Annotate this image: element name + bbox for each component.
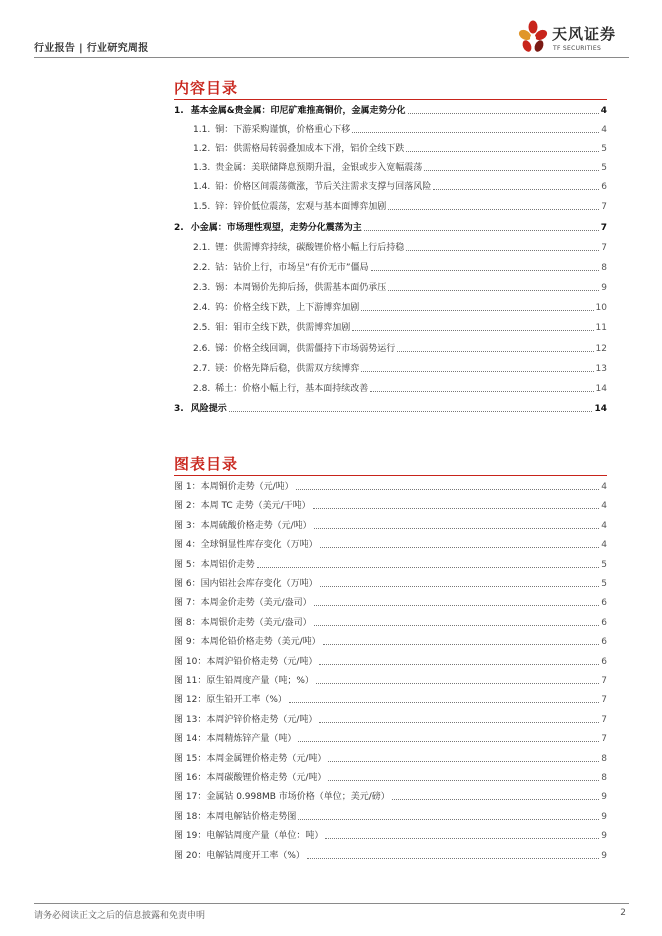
toc-entry-number: 2.2. [193, 263, 211, 273]
toc-entry-title: 铝：供需格局转弱叠加成本下滑，铝价全线下跌 [215, 144, 405, 154]
toc-entry-number: 1.4. [193, 182, 211, 192]
figure-entry-title: 本周金属锂价格走势（元/吨） [206, 754, 327, 764]
toc-entry[interactable] [193, 280, 607, 294]
report-type-label: 行业报告 | 行业研究周报 [34, 43, 149, 54]
toc-entry-title: 镁：价格先降后稳，供需双方续博弈 [215, 364, 360, 374]
figure-entry[interactable] [174, 498, 607, 512]
toc-entry-title: 铜：下游采购谨慎，价格重心下移 [215, 125, 351, 135]
dot-leader [319, 664, 599, 665]
figure-entry-number: 图 13： [174, 715, 207, 725]
logo-text-cn: 天风证券 [552, 25, 617, 43]
toc-entry-number: 2. [174, 223, 184, 233]
figure-entry-title: 本周沪锌价格走势（元/吨） [206, 715, 318, 725]
toc-entry[interactable] [193, 361, 607, 375]
toc-entry-number: 2.1. [193, 243, 211, 253]
figure-entry-page: 9 [601, 792, 607, 802]
dot-leader [296, 489, 600, 490]
toc-entry-page: 5 [601, 163, 607, 173]
figure-entry-number: 图 2： [174, 501, 201, 511]
dot-leader [406, 250, 599, 251]
toc-entry-title: 稀土：价格小幅上行，基本面持续改善 [215, 384, 369, 394]
toc-entry-page: 9 [601, 283, 607, 293]
figure-entry-title: 本周沪铅价格走势（元/吨） [206, 657, 318, 667]
toc-entry-number: 1.2. [193, 144, 211, 154]
figures-title-rule [174, 475, 607, 476]
figure-entry-title: 本周碳酸锂价格走势（元/吨） [206, 773, 327, 783]
dot-leader [307, 858, 599, 859]
toc-entry[interactable] [193, 381, 607, 395]
figure-entry-title: 原生铅周度产量（吨；%） [206, 676, 314, 686]
dot-leader [314, 528, 600, 529]
toc-entry-number: 2.4. [193, 303, 211, 313]
figure-entry-number: 图 1： [174, 482, 201, 492]
figure-entry-title: 本周铝价走势 [200, 560, 255, 570]
figure-entry-number: 图 4： [174, 540, 201, 550]
figure-entry-number: 图 8： [174, 618, 201, 628]
toc-entry-page: 14 [595, 384, 607, 394]
dot-leader [323, 644, 600, 645]
dot-leader [289, 702, 599, 703]
toc-entry-title: 锡：本周锡价先抑后扬，供需基本面仍承压 [215, 283, 387, 293]
dot-leader [320, 586, 600, 587]
toc-entry-title: 贵金属：美联储降息预期升温，金银或步入宽幅震荡 [215, 163, 423, 173]
figure-entry[interactable] [174, 731, 607, 745]
dot-leader [361, 310, 593, 311]
toc-entry-page: 12 [595, 344, 607, 354]
figure-entry-page: 6 [601, 618, 607, 628]
figure-entry-page: 4 [601, 482, 607, 492]
figure-entry-number: 图 5： [174, 560, 201, 570]
dot-leader [314, 605, 600, 606]
figure-entry-page: 4 [601, 501, 607, 511]
toc-entry-title: 锌：锌价低位震荡，宏观与基本面博弈加剧 [215, 202, 387, 212]
toc-entry-number: 2.8. [193, 384, 211, 394]
figure-entry-title: 本周硫酸价格走势（元/吨） [200, 521, 312, 531]
toc-entry-page: 11 [595, 323, 607, 333]
toc-entry-title: 铅：价格区间震荡微涨，节后关注需求支撑与回落风险 [215, 182, 432, 192]
dot-leader [298, 819, 599, 820]
figure-entry-title: 原生铅开工率（%） [206, 695, 287, 705]
toc-entry-page: 6 [601, 182, 607, 192]
figure-entry-title: 电解钴周度开工率（%） [206, 851, 305, 861]
figure-entry[interactable] [174, 770, 607, 784]
dot-leader [406, 151, 599, 152]
toc-title-rule [174, 99, 607, 100]
figure-entry-title: 本周伦铅价格走势（美元/吨） [200, 637, 321, 647]
figure-entry-page: 6 [601, 598, 607, 608]
toc-entry[interactable] [193, 179, 607, 193]
figure-entry-title: 本周电解钴价格走势图 [206, 812, 297, 822]
toc-entry-page: 13 [595, 364, 607, 374]
figure-entry-title: 电解钴周度产量（单位：吨） [206, 831, 324, 841]
dot-leader [320, 547, 600, 548]
dot-leader [352, 132, 599, 133]
figure-entry-page: 9 [601, 851, 607, 861]
figure-entry-number: 图 15： [174, 754, 207, 764]
toc-entry-number: 3. [174, 404, 184, 414]
dot-leader [388, 209, 599, 210]
dot-leader [313, 508, 600, 509]
figure-entry-page: 4 [601, 540, 607, 550]
figure-entry-number: 图 17： [174, 792, 207, 802]
figures-title: 图表目录 [174, 455, 239, 473]
figure-entry-title: 金属钴 0.998MB 市场价格（单位；美元/磅） [206, 792, 390, 802]
logo-text-en: TF SECURITIES [553, 45, 602, 52]
dot-leader [361, 371, 593, 372]
toc-entry-number: 2.7. [193, 364, 211, 374]
figure-entry[interactable] [174, 692, 607, 706]
tf-securities-logo [516, 20, 630, 56]
toc-entry-title: 基本金属&贵金属：印尼矿难推高铜价，金属走势分化 [190, 106, 406, 116]
figure-entry-title: 全球铜显性库存变化（万吨） [200, 540, 318, 550]
figure-entry-page: 5 [601, 579, 607, 589]
figure-entry[interactable] [174, 809, 607, 823]
toc-entry[interactable] [193, 320, 607, 334]
toc-entry-page: 7 [601, 202, 607, 212]
toc-entry[interactable] [193, 341, 607, 355]
figure-entry-number: 图 16： [174, 773, 207, 783]
dot-leader [364, 230, 599, 231]
toc-entry-title: 风险提示 [190, 404, 227, 414]
toc-entry[interactable] [193, 141, 607, 155]
toc-entry-number: 2.5. [193, 323, 211, 333]
figure-entry[interactable] [174, 576, 607, 590]
figure-entry-title: 国内铝社会库存变化（万吨） [200, 579, 318, 589]
figure-entry[interactable] [174, 557, 607, 571]
toc-entry-title: 钼：钼市全线下跌，供需博弈加剧 [215, 323, 351, 333]
dot-leader [433, 189, 599, 190]
figure-entry-page: 8 [601, 773, 607, 783]
toc-entry-page: 7 [600, 223, 607, 233]
figure-entry-number: 图 14： [174, 734, 207, 744]
figure-entry[interactable] [174, 479, 607, 493]
toc-entry[interactable] [193, 240, 607, 254]
figure-entry-title: 本周银价走势（美元/盎司） [200, 618, 312, 628]
figure-entry-page: 9 [601, 831, 607, 841]
toc-entry-page: 4 [601, 125, 607, 135]
figure-entry-title: 本周金价走势（美元/盎司） [200, 598, 312, 608]
figure-entry-number: 图 3： [174, 521, 201, 531]
figure-entry[interactable] [174, 789, 607, 803]
dot-leader [408, 113, 599, 114]
toc-entry-page: 10 [595, 303, 607, 313]
figure-entry[interactable] [174, 673, 607, 687]
footer-disclaimer: 请务必阅读正文之后的信息披露和免责申明 [34, 911, 206, 921]
dot-leader [424, 170, 599, 171]
toc-entry-page: 5 [601, 144, 607, 154]
page-number: 2 [620, 908, 626, 918]
figure-entry-page: 7 [601, 734, 607, 744]
dot-leader [319, 722, 599, 723]
figure-entry[interactable] [174, 712, 607, 726]
figure-entry-title: 本周铜价走势（元/吨） [200, 482, 294, 492]
toc-entry[interactable] [174, 401, 607, 415]
figure-entry-number: 图 7： [174, 598, 201, 608]
dot-leader [392, 799, 599, 800]
figure-entry-number: 图 19： [174, 831, 207, 841]
toc-entry[interactable] [193, 122, 607, 136]
figure-entry-page: 4 [601, 521, 607, 531]
dot-leader [370, 391, 593, 392]
dot-leader [325, 838, 599, 839]
dot-leader [397, 351, 593, 352]
figure-entry[interactable] [174, 615, 607, 629]
figure-entry[interactable] [174, 634, 607, 648]
dot-leader [257, 567, 600, 568]
figure-entry[interactable] [174, 654, 607, 668]
dot-leader [371, 270, 600, 271]
figure-entry-title: 本周精炼锌产量（吨） [206, 734, 297, 744]
figure-entry-number: 图 20： [174, 851, 207, 861]
figure-entry[interactable] [174, 828, 607, 842]
toc-entry[interactable] [193, 300, 607, 314]
figure-entry-number: 图 10： [174, 657, 207, 667]
figure-entry-number: 图 6： [174, 579, 201, 589]
toc-entry-title: 钨：价格全线下跌，上下游博弈加剧 [215, 303, 360, 313]
footer-divider [34, 903, 629, 904]
toc-entry-page: 8 [601, 263, 607, 273]
toc-entry-title: 锑：价格全线回调，供需僵持下市场弱势运行 [215, 344, 396, 354]
dot-leader [352, 330, 593, 331]
figure-entry[interactable] [174, 518, 607, 532]
figure-entry-title: 本周 TC 走势（美元/干吨） [200, 501, 311, 511]
toc-entry-page: 4 [600, 106, 607, 116]
dot-leader [316, 683, 599, 684]
figure-entry-number: 图 9： [174, 637, 201, 647]
toc-title: 内容目录 [174, 79, 239, 97]
header-divider [34, 57, 629, 58]
dot-leader [328, 761, 599, 762]
dot-leader [229, 411, 593, 412]
figure-entry-page: 6 [601, 637, 607, 647]
toc-entry-title: 锂：供需博弈持续，碳酸锂价格小幅上行后持稳 [215, 243, 405, 253]
toc-entry[interactable] [193, 199, 607, 213]
figure-entry-number: 图 12： [174, 695, 207, 705]
figure-entry[interactable] [174, 751, 607, 765]
toc-entry-number: 2.6. [193, 344, 211, 354]
dot-leader [298, 741, 599, 742]
figure-entry-page: 9 [601, 812, 607, 822]
toc-entry-number: 1.1. [193, 125, 211, 135]
figure-entry-number: 图 11： [174, 676, 207, 686]
figure-entry[interactable] [174, 848, 607, 862]
toc-entry-number: 1.3. [193, 163, 211, 173]
toc-entry[interactable] [193, 160, 607, 174]
figure-entry[interactable] [174, 595, 607, 609]
dot-leader [328, 780, 599, 781]
dot-leader [314, 625, 600, 626]
toc-entry[interactable] [193, 260, 607, 274]
toc-entry-page: 7 [601, 243, 607, 253]
figure-entry-number: 图 18： [174, 812, 207, 822]
flower-logo-icon [516, 20, 550, 56]
figure-entry[interactable] [174, 537, 607, 551]
figure-entry-page: 5 [601, 560, 607, 570]
figure-entry-page: 7 [601, 695, 607, 705]
toc-entry-title: 小金属：市场理性观望，走势分化震荡为主 [190, 223, 362, 233]
figure-entry-page: 6 [601, 657, 607, 667]
toc-entry-number: 2.3. [193, 283, 211, 293]
dot-leader [388, 290, 599, 291]
toc-entry[interactable] [174, 103, 607, 117]
figure-entry-page: 8 [601, 754, 607, 764]
toc-entry-title: 钴：钴价上行，市场呈“有价无市”僵局 [215, 263, 369, 273]
figure-entry-page: 7 [601, 715, 607, 725]
toc-entry-number: 1. [174, 106, 184, 116]
toc-entry[interactable] [174, 220, 607, 234]
figure-entry-page: 7 [601, 676, 607, 686]
toc-entry-page: 14 [594, 404, 607, 414]
toc-entry-number: 1.5. [193, 202, 211, 212]
